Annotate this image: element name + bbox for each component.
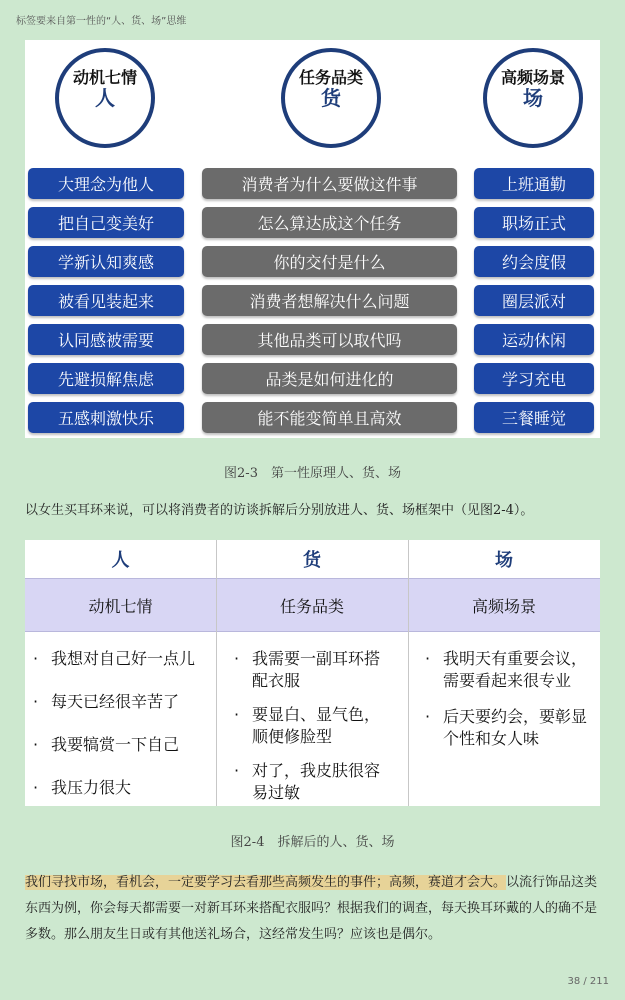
earring-breakdown-table xyxy=(25,540,600,806)
place-circle-subtitle: 高频场景 xyxy=(500,68,565,87)
bullet-mark: · xyxy=(33,692,39,711)
running-title: 标签要来自第一性的“人、货、场”思维 xyxy=(16,16,187,27)
list-item xyxy=(33,734,213,756)
goods-item: 其他品类可以取代吗 xyxy=(202,324,457,355)
list-item xyxy=(33,691,213,713)
column-header-people: 人 xyxy=(111,550,130,571)
place-list xyxy=(474,168,594,441)
column-divider xyxy=(408,540,409,806)
place-item: 上班通勤 xyxy=(474,168,594,199)
list-item xyxy=(33,777,213,799)
list-item xyxy=(234,648,384,692)
list-item-text: 我要犒赏一下自己 xyxy=(51,735,180,754)
goods-circle-subtitle: 任务品类 xyxy=(298,68,363,87)
goods-circle xyxy=(281,48,381,148)
goods-item: 品类是如何进化的 xyxy=(202,363,457,394)
list-item-text: 我明天有重要会议，需要看起来很专业 xyxy=(443,649,588,690)
goods-item: 消费者想解决什么问题 xyxy=(202,285,457,316)
goods-item: 消费者为什么要做这件事 xyxy=(202,168,457,199)
people-item: 大理念为他人 xyxy=(28,168,184,199)
people-item: 认同感被需要 xyxy=(28,324,184,355)
goods-item: 能不能变简单且高效 xyxy=(202,402,457,433)
subheader-people: 动机七情 xyxy=(88,596,153,616)
bullet-mark: · xyxy=(33,778,39,797)
subheader-place: 高频场景 xyxy=(471,596,536,616)
place-item: 运动休闲 xyxy=(474,324,594,355)
list-item-text: 我需要一副耳环搭配衣服 xyxy=(252,649,381,690)
table-subheader-row xyxy=(25,578,600,632)
table-header-row xyxy=(25,540,600,578)
people-circle-title: 人 xyxy=(95,86,115,110)
place-item: 三餐睡觉 xyxy=(474,402,594,433)
subheader-goods: 任务品类 xyxy=(279,596,344,616)
people-list xyxy=(28,168,184,441)
list-item-text: 我想对自己好一点儿 xyxy=(51,649,196,668)
place-item: 学习充电 xyxy=(474,363,594,394)
column-divider xyxy=(216,540,217,806)
goods-circle-title: 货 xyxy=(321,86,341,110)
bullet-mark: · xyxy=(234,705,240,724)
bullet-mark: · xyxy=(234,649,240,668)
people-item: 被看见装起来 xyxy=(28,285,184,316)
place-item: 圈层派对 xyxy=(474,285,594,316)
people-item: 把自己变美好 xyxy=(28,207,184,238)
goods-list xyxy=(202,168,457,441)
people-cell xyxy=(33,648,213,799)
bullet-mark: · xyxy=(425,707,431,726)
list-item-text: 我压力很大 xyxy=(51,778,132,797)
bullet-mark: · xyxy=(425,649,431,668)
list-item xyxy=(425,648,595,692)
goods-cell xyxy=(234,648,384,804)
place-item: 职场正式 xyxy=(474,207,594,238)
list-item-text: 后天要约会，要彰显个性和女人味 xyxy=(443,707,588,748)
people-circle-subtitle: 动机七情 xyxy=(72,68,137,87)
goods-item: 怎么算达成这个任务 xyxy=(202,207,457,238)
people-circle xyxy=(55,48,155,148)
body-paragraph xyxy=(25,870,605,948)
bullet-mark: · xyxy=(33,649,39,668)
place-circle-title: 场 xyxy=(523,86,543,110)
people-item: 学新认知爽感 xyxy=(28,246,184,277)
bullet-mark: · xyxy=(234,761,240,780)
list-item xyxy=(234,704,384,748)
paragraph-text: 以流行饰品这类东西为例，你会每天都需要一对新耳环来搭配衣服吗？根据我们的调查，每天换耳环戴的人的确不是多数。那么朋友生日或有其他送礼场合，这经常发生吗？应该也是偶尔。 xyxy=(25,875,598,942)
goods-item: 你的交付是什么 xyxy=(202,246,457,277)
page-number: 38 / 211 xyxy=(567,976,609,987)
place-item: 约会度假 xyxy=(474,246,594,277)
list-item-text: 对了，我皮肤很容易过敏 xyxy=(252,761,381,802)
body-paragraph: 以女生买耳环来说，可以将消费者的访谈拆解后分别放进人、货、场框架中（见图2-4）。 xyxy=(25,503,534,518)
list-item xyxy=(425,706,595,750)
figure-caption: 图2-3 第一性原理人、货、场 xyxy=(224,466,401,481)
bullet-mark: · xyxy=(33,735,39,754)
list-item xyxy=(33,648,213,670)
column-header-place: 场 xyxy=(495,550,513,571)
list-item xyxy=(234,760,384,804)
people-item: 先避损解焦虑 xyxy=(28,363,184,394)
people-item: 五感刺激快乐 xyxy=(28,402,184,433)
list-item-text: 要显白、显气色，顺便修脸型 xyxy=(252,705,381,746)
list-item-text: 每天已经很辛苦了 xyxy=(51,692,180,711)
highlighted-text: 我们寻找市场，看机会，一定要学习去看那些高频发生的事件；高频，赛道才会大。 xyxy=(25,875,507,890)
place-cell xyxy=(425,648,595,750)
place-circle xyxy=(483,48,583,148)
people-goods-place-diagram xyxy=(25,40,600,438)
figure-caption: 图2-4 拆解后的人、货、场 xyxy=(230,835,395,850)
column-header-goods: 货 xyxy=(303,550,321,571)
